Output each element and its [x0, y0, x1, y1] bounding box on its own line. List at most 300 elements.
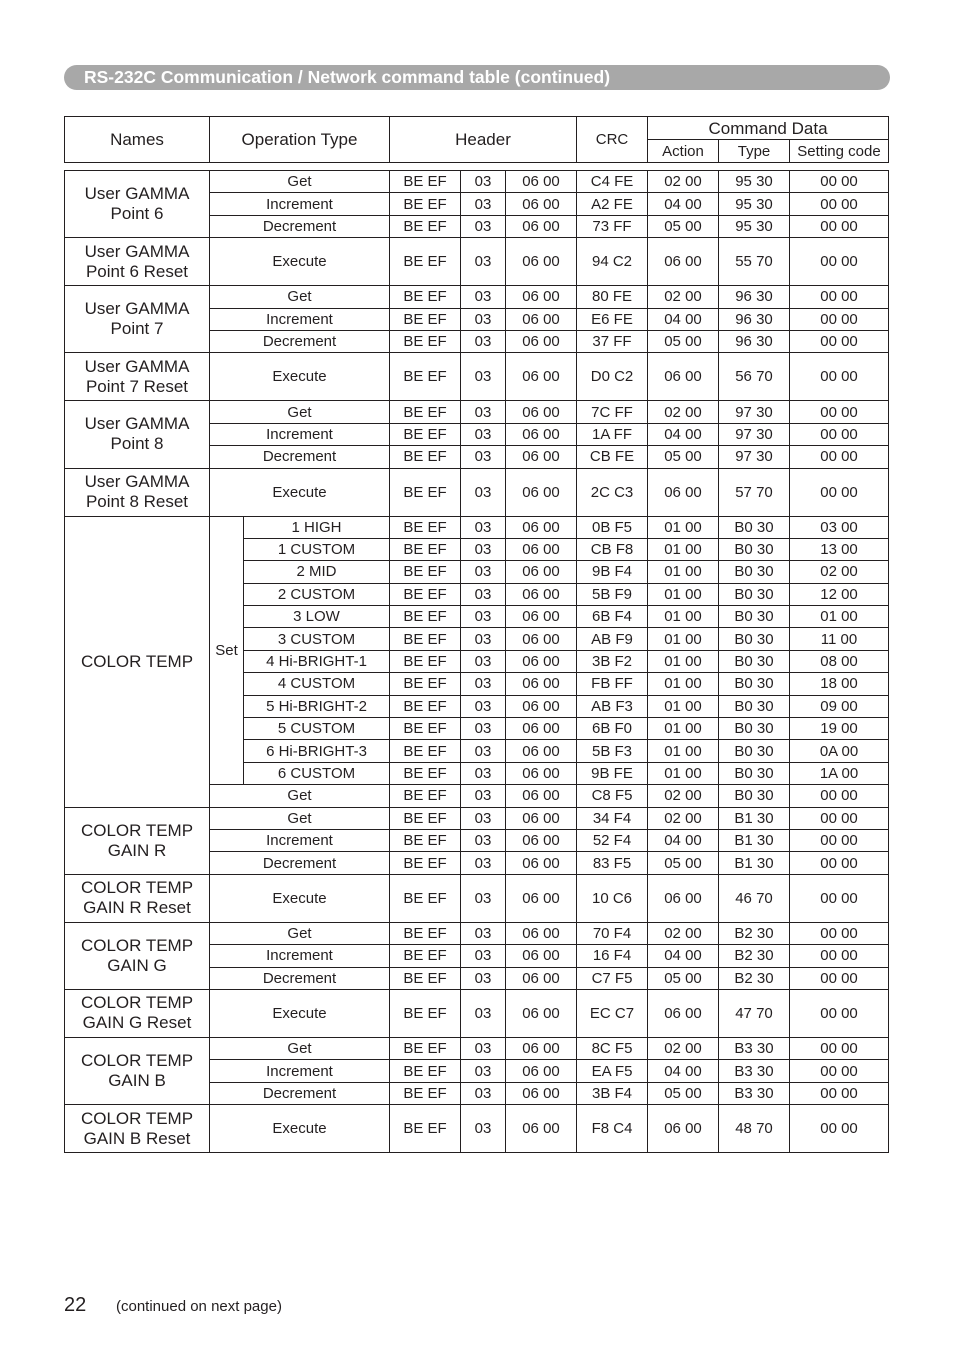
header-0600-cell: 06 00 — [506, 286, 577, 308]
header-03-cell: 03 — [461, 650, 506, 672]
header-id-cell: BE EF — [390, 286, 461, 308]
setting-code-cell: 03 00 — [790, 516, 889, 538]
setting-code-cell: 01 00 — [790, 606, 889, 628]
setting-code-cell: 00 00 — [790, 829, 889, 851]
type-cell: B0 30 — [719, 561, 790, 583]
header-03-cell: 03 — [461, 538, 506, 560]
type-cell: B0 30 — [719, 740, 790, 762]
header-type: Type — [719, 140, 790, 163]
crc-cell: 52 F4 — [577, 829, 648, 851]
type-cell: B3 30 — [719, 1060, 790, 1082]
action-cell: 04 00 — [648, 308, 719, 330]
crc-cell: 34 F4 — [577, 807, 648, 829]
header-0600-cell: 06 00 — [506, 1060, 577, 1082]
table-row — [65, 353, 889, 401]
header-03-cell: 03 — [461, 330, 506, 352]
command-name: User GAMMA Point 7 — [65, 286, 210, 353]
operation-type-cell: Get — [210, 171, 390, 193]
operation-type-cell: 1 HIGH — [244, 516, 390, 538]
type-cell: B0 30 — [719, 516, 790, 538]
header-03-cell: 03 — [461, 718, 506, 740]
action-cell: 05 00 — [648, 446, 719, 468]
action-cell: 01 00 — [648, 628, 719, 650]
header-03-cell: 03 — [461, 583, 506, 605]
operation-type-cell: 6 Hi-BRIGHT-3 — [244, 740, 390, 762]
action-cell: 04 00 — [648, 1060, 719, 1082]
header-03-cell: 03 — [461, 673, 506, 695]
header-03-cell: 03 — [461, 193, 506, 215]
table-row — [65, 401, 889, 423]
header-0600-cell: 06 00 — [506, 561, 577, 583]
header-03-cell: 03 — [461, 807, 506, 829]
setting-code-cell: 00 00 — [790, 1060, 889, 1082]
header-id-cell: BE EF — [390, 785, 461, 807]
header-0600-cell: 06 00 — [506, 967, 577, 989]
header-id-cell: BE EF — [390, 628, 461, 650]
setting-code-cell: 00 00 — [790, 401, 889, 423]
type-cell: B0 30 — [719, 538, 790, 560]
setting-code-cell: 00 00 — [790, 238, 889, 286]
action-cell: 01 00 — [648, 583, 719, 605]
setting-code-cell: 12 00 — [790, 583, 889, 605]
header-03-cell: 03 — [461, 238, 506, 286]
header-0600-cell: 06 00 — [506, 1105, 577, 1153]
crc-cell: 3B F4 — [577, 1082, 648, 1104]
operation-type-cell: Execute — [210, 468, 390, 516]
header-03-cell: 03 — [461, 516, 506, 538]
type-cell: B0 30 — [719, 762, 790, 784]
header-0600-cell: 06 00 — [506, 807, 577, 829]
setting-code-cell: 00 00 — [790, 785, 889, 807]
crc-cell: A2 FE — [577, 193, 648, 215]
setting-code-cell: 08 00 — [790, 650, 889, 672]
header-03-cell: 03 — [461, 945, 506, 967]
type-cell: 95 30 — [719, 171, 790, 193]
header-0600-cell: 06 00 — [506, 423, 577, 445]
header-03-cell: 03 — [461, 1060, 506, 1082]
action-cell: 06 00 — [648, 468, 719, 516]
header-0600-cell: 06 00 — [506, 740, 577, 762]
type-cell: B0 30 — [719, 673, 790, 695]
header-0600-cell: 06 00 — [506, 1082, 577, 1104]
header-0600-cell: 06 00 — [506, 215, 577, 237]
table-row — [65, 1105, 889, 1153]
banner-title: RS-232C Communication / Network command table (continued) — [84, 67, 611, 87]
action-cell: 02 00 — [648, 286, 719, 308]
setting-code-cell: 11 00 — [790, 628, 889, 650]
operation-type-cell: 5 Hi-BRIGHT-2 — [244, 695, 390, 717]
type-cell: 56 70 — [719, 353, 790, 401]
crc-cell: EA F5 — [577, 1060, 648, 1082]
header-0600-cell: 06 00 — [506, 922, 577, 944]
type-cell: 96 30 — [719, 286, 790, 308]
header-0600-cell: 06 00 — [506, 606, 577, 628]
operation-type-cell: 5 CUSTOM — [244, 718, 390, 740]
header-0600-cell: 06 00 — [506, 193, 577, 215]
type-cell: B0 30 — [719, 785, 790, 807]
command-name: COLOR TEMP GAIN R Reset — [65, 874, 210, 922]
header-0600-cell: 06 00 — [506, 401, 577, 423]
page-number: 22 — [64, 1294, 87, 1316]
operation-type-cell: 4 Hi-BRIGHT-1 — [244, 650, 390, 672]
command-table — [64, 116, 889, 1153]
operation-type-cell: Increment — [210, 193, 390, 215]
header-03-cell: 03 — [461, 1037, 506, 1059]
operation-type-cell: 3 LOW — [244, 606, 390, 628]
table-row — [65, 286, 889, 308]
header-id-cell: BE EF — [390, 989, 461, 1037]
action-cell: 01 00 — [648, 762, 719, 784]
header-0600-cell: 06 00 — [506, 353, 577, 401]
operation-type-cell: Decrement — [210, 1082, 390, 1104]
header-03-cell: 03 — [461, 446, 506, 468]
header-03-cell: 03 — [461, 171, 506, 193]
operation-type-cell: Increment — [210, 945, 390, 967]
action-cell: 02 00 — [648, 807, 719, 829]
header-0600-cell: 06 00 — [506, 330, 577, 352]
operation-type-cell: Execute — [210, 353, 390, 401]
action-cell: 06 00 — [648, 238, 719, 286]
header-setting-code: Setting code — [790, 140, 889, 163]
header-id-cell: BE EF — [390, 695, 461, 717]
operation-type-cell: Get — [210, 401, 390, 423]
crc-cell: CB FE — [577, 446, 648, 468]
command-name: User GAMMA Point 8 — [65, 401, 210, 468]
setting-code-cell: 00 00 — [790, 468, 889, 516]
type-cell: B1 30 — [719, 807, 790, 829]
header-action: Action — [648, 140, 719, 163]
type-cell: 97 30 — [719, 401, 790, 423]
crc-cell: 73 FF — [577, 215, 648, 237]
setting-code-cell: 13 00 — [790, 538, 889, 560]
crc-cell: 9B FE — [577, 762, 648, 784]
crc-cell: 5B F9 — [577, 583, 648, 605]
header-0600-cell: 06 00 — [506, 785, 577, 807]
action-cell: 02 00 — [648, 1037, 719, 1059]
crc-cell: AB F3 — [577, 695, 648, 717]
setting-code-cell: 00 00 — [790, 330, 889, 352]
operation-type-cell: Decrement — [210, 967, 390, 989]
setting-code-cell: 00 00 — [790, 215, 889, 237]
header-id-cell: BE EF — [390, 171, 461, 193]
header-id-cell: BE EF — [390, 561, 461, 583]
crc-cell: 3B F2 — [577, 650, 648, 672]
header-id-cell: BE EF — [390, 215, 461, 237]
operation-type-cell: 4 CUSTOM — [244, 673, 390, 695]
operation-type-cell: Execute — [210, 1105, 390, 1153]
section-banner — [64, 65, 890, 90]
setting-code-cell: 18 00 — [790, 673, 889, 695]
command-name: COLOR TEMP GAIN R — [65, 807, 210, 874]
command-name: COLOR TEMP GAIN B — [65, 1037, 210, 1104]
action-cell: 06 00 — [648, 1105, 719, 1153]
operation-type-cell: Decrement — [210, 330, 390, 352]
type-cell: B0 30 — [719, 583, 790, 605]
header-03-cell: 03 — [461, 762, 506, 784]
header-03-cell: 03 — [461, 215, 506, 237]
command-name: COLOR TEMP — [65, 516, 210, 807]
action-cell: 06 00 — [648, 874, 719, 922]
action-cell: 05 00 — [648, 215, 719, 237]
action-cell: 01 00 — [648, 718, 719, 740]
operation-type-cell: 6 CUSTOM — [244, 762, 390, 784]
header-id-cell: BE EF — [390, 829, 461, 851]
setting-code-cell: 00 00 — [790, 922, 889, 944]
action-cell: 01 00 — [648, 740, 719, 762]
action-cell: 06 00 — [648, 353, 719, 401]
type-cell: 55 70 — [719, 238, 790, 286]
action-cell: 04 00 — [648, 945, 719, 967]
command-name: User GAMMA Point 6 — [65, 171, 210, 238]
table-row — [65, 238, 889, 286]
operation-type-cell: Execute — [210, 989, 390, 1037]
header-id-cell: BE EF — [390, 1060, 461, 1082]
header-0600-cell: 06 00 — [506, 945, 577, 967]
action-cell: 05 00 — [648, 967, 719, 989]
type-cell: B0 30 — [719, 695, 790, 717]
type-cell: 97 30 — [719, 446, 790, 468]
setting-code-cell: 00 00 — [790, 1105, 889, 1153]
crc-cell: 1A FF — [577, 423, 648, 445]
setting-code-cell: 0A 00 — [790, 740, 889, 762]
header-id-cell: BE EF — [390, 516, 461, 538]
header-id-cell: BE EF — [390, 852, 461, 874]
crc-cell: 2C C3 — [577, 468, 648, 516]
header-03-cell: 03 — [461, 922, 506, 944]
setting-code-cell: 00 00 — [790, 1082, 889, 1104]
header-id-cell: BE EF — [390, 740, 461, 762]
setting-code-cell: 00 00 — [790, 171, 889, 193]
action-cell: 01 00 — [648, 695, 719, 717]
header-0600-cell: 06 00 — [506, 628, 577, 650]
crc-cell: 9B F4 — [577, 561, 648, 583]
header-id-cell: BE EF — [390, 945, 461, 967]
setting-code-cell: 00 00 — [790, 286, 889, 308]
command-name: COLOR TEMP GAIN G — [65, 922, 210, 989]
operation-type-cell: Increment — [210, 308, 390, 330]
crc-cell: 5B F3 — [577, 740, 648, 762]
header-crc: CRC — [577, 117, 648, 163]
setting-code-cell: 00 00 — [790, 874, 889, 922]
header-03-cell: 03 — [461, 308, 506, 330]
header-0600-cell: 06 00 — [506, 695, 577, 717]
action-cell: 01 00 — [648, 561, 719, 583]
header-0600-cell: 06 00 — [506, 1037, 577, 1059]
header-03-cell: 03 — [461, 1082, 506, 1104]
crc-cell: C4 FE — [577, 171, 648, 193]
header-id-cell: BE EF — [390, 718, 461, 740]
header-id-cell: BE EF — [390, 606, 461, 628]
setting-code-cell: 00 00 — [790, 807, 889, 829]
command-name: User GAMMA Point 6 Reset — [65, 238, 210, 286]
type-cell: B2 30 — [719, 945, 790, 967]
action-cell: 02 00 — [648, 922, 719, 944]
operation-type-cell: 3 CUSTOM — [244, 628, 390, 650]
type-cell: 57 70 — [719, 468, 790, 516]
crc-cell: CB F8 — [577, 538, 648, 560]
header-0600-cell: 06 00 — [506, 171, 577, 193]
header-id-cell: BE EF — [390, 423, 461, 445]
header-id-cell: BE EF — [390, 238, 461, 286]
command-name: COLOR TEMP GAIN G Reset — [65, 989, 210, 1037]
crc-cell: C7 F5 — [577, 967, 648, 989]
header-03-cell: 03 — [461, 286, 506, 308]
header-03-cell: 03 — [461, 785, 506, 807]
header-id-cell: BE EF — [390, 583, 461, 605]
crc-cell: 6B F0 — [577, 718, 648, 740]
crc-cell: 80 FE — [577, 286, 648, 308]
table-row — [65, 1037, 889, 1059]
action-cell: 01 00 — [648, 516, 719, 538]
setting-code-cell: 00 00 — [790, 945, 889, 967]
header-id-cell: BE EF — [390, 193, 461, 215]
operation-type-cell: Get — [210, 922, 390, 944]
type-cell: 48 70 — [719, 1105, 790, 1153]
setting-code-cell: 00 00 — [790, 193, 889, 215]
header-03-cell: 03 — [461, 852, 506, 874]
operation-type-cell: Increment — [210, 829, 390, 851]
table-row — [65, 807, 889, 829]
header-id-cell: BE EF — [390, 807, 461, 829]
operation-type-cell: Execute — [210, 238, 390, 286]
crc-cell: 7C FF — [577, 401, 648, 423]
action-cell: 05 00 — [648, 330, 719, 352]
operation-type-cell: 2 CUSTOM — [244, 583, 390, 605]
setting-code-cell: 00 00 — [790, 1037, 889, 1059]
setting-code-cell: 00 00 — [790, 967, 889, 989]
setting-code-cell: 00 00 — [790, 308, 889, 330]
header-header: Header — [390, 117, 577, 163]
setting-code-cell: 00 00 — [790, 423, 889, 445]
setting-code-cell: 00 00 — [790, 353, 889, 401]
type-cell: 95 30 — [719, 193, 790, 215]
header-id-cell: BE EF — [390, 1082, 461, 1104]
type-cell: B0 30 — [719, 606, 790, 628]
header-id-cell: BE EF — [390, 874, 461, 922]
command-name: COLOR TEMP GAIN B Reset — [65, 1105, 210, 1153]
header-0600-cell: 06 00 — [506, 650, 577, 672]
crc-cell: 6B F4 — [577, 606, 648, 628]
action-cell: 01 00 — [648, 673, 719, 695]
header-id-cell: BE EF — [390, 762, 461, 784]
action-cell: 02 00 — [648, 171, 719, 193]
type-cell: 97 30 — [719, 423, 790, 445]
header-0600-cell: 06 00 — [506, 516, 577, 538]
header-03-cell: 03 — [461, 423, 506, 445]
setting-code-cell: 02 00 — [790, 561, 889, 583]
crc-cell: 8C F5 — [577, 1037, 648, 1059]
action-cell: 01 00 — [648, 650, 719, 672]
header-0600-cell: 06 00 — [506, 852, 577, 874]
header-03-cell: 03 — [461, 829, 506, 851]
header-0600-cell: 06 00 — [506, 468, 577, 516]
crc-cell: 0B F5 — [577, 516, 648, 538]
crc-cell: 70 F4 — [577, 922, 648, 944]
header-id-cell: BE EF — [390, 308, 461, 330]
header-command-data: Command Data — [648, 117, 889, 140]
command-name: User GAMMA Point 7 Reset — [65, 353, 210, 401]
header-id-cell: BE EF — [390, 446, 461, 468]
setting-code-cell: 00 00 — [790, 852, 889, 874]
header-03-cell: 03 — [461, 468, 506, 516]
header-id-cell: BE EF — [390, 330, 461, 352]
setting-code-cell: 1A 00 — [790, 762, 889, 784]
type-cell: 95 30 — [719, 215, 790, 237]
type-cell: B0 30 — [719, 718, 790, 740]
header-03-cell: 03 — [461, 967, 506, 989]
type-cell: B2 30 — [719, 967, 790, 989]
header-id-cell: BE EF — [390, 1105, 461, 1153]
header-id-cell: BE EF — [390, 922, 461, 944]
action-cell: 04 00 — [648, 829, 719, 851]
table-row — [65, 922, 889, 944]
type-cell: B0 30 — [719, 650, 790, 672]
crc-cell: EC C7 — [577, 989, 648, 1037]
action-cell: 05 00 — [648, 1082, 719, 1104]
crc-cell: 10 C6 — [577, 874, 648, 922]
header-id-cell: BE EF — [390, 401, 461, 423]
operation-type-cell: Decrement — [210, 446, 390, 468]
continued-note: (continued on next page) — [116, 1298, 282, 1315]
setting-code-cell: 00 00 — [790, 989, 889, 1037]
header-operation-type: Operation Type — [210, 117, 390, 163]
crc-cell: F8 C4 — [577, 1105, 648, 1153]
operation-type-cell: Get — [210, 286, 390, 308]
header-03-cell: 03 — [461, 1105, 506, 1153]
header-03-cell: 03 — [461, 874, 506, 922]
setting-code-cell: 19 00 — [790, 718, 889, 740]
operation-type-cell: 2 MID — [244, 561, 390, 583]
type-cell: B3 30 — [719, 1037, 790, 1059]
header-0600-cell: 06 00 — [506, 446, 577, 468]
header-0600-cell: 06 00 — [506, 762, 577, 784]
header-0600-cell: 06 00 — [506, 673, 577, 695]
operation-type-cell: Get — [210, 807, 390, 829]
action-cell: 02 00 — [648, 401, 719, 423]
header-0600-cell: 06 00 — [506, 583, 577, 605]
header-0600-cell: 06 00 — [506, 989, 577, 1037]
type-cell: 96 30 — [719, 330, 790, 352]
action-cell: 01 00 — [648, 606, 719, 628]
header-0600-cell: 06 00 — [506, 718, 577, 740]
crc-cell: 94 C2 — [577, 238, 648, 286]
header-0600-cell: 06 00 — [506, 308, 577, 330]
header-03-cell: 03 — [461, 740, 506, 762]
type-cell: B1 30 — [719, 829, 790, 851]
setting-code-cell: 09 00 — [790, 695, 889, 717]
operation-type-cell: Execute — [210, 874, 390, 922]
type-cell: B2 30 — [719, 922, 790, 944]
header-03-cell: 03 — [461, 989, 506, 1037]
command-name: User GAMMA Point 8 Reset — [65, 468, 210, 516]
crc-cell: AB F9 — [577, 628, 648, 650]
operation-type-cell: Decrement — [210, 852, 390, 874]
table-row — [65, 171, 889, 193]
header-03-cell: 03 — [461, 561, 506, 583]
header-id-cell: BE EF — [390, 967, 461, 989]
operation-type-cell: 1 CUSTOM — [244, 538, 390, 560]
header-id-cell: BE EF — [390, 1037, 461, 1059]
header-0600-cell: 06 00 — [506, 829, 577, 851]
crc-cell: E6 FE — [577, 308, 648, 330]
header-0600-cell: 06 00 — [506, 874, 577, 922]
header-id-cell: BE EF — [390, 650, 461, 672]
action-cell: 02 00 — [648, 785, 719, 807]
operation-type-cell: Get — [210, 1037, 390, 1059]
operation-type-cell: Decrement — [210, 215, 390, 237]
header-id-cell: BE EF — [390, 353, 461, 401]
type-cell: 47 70 — [719, 989, 790, 1037]
